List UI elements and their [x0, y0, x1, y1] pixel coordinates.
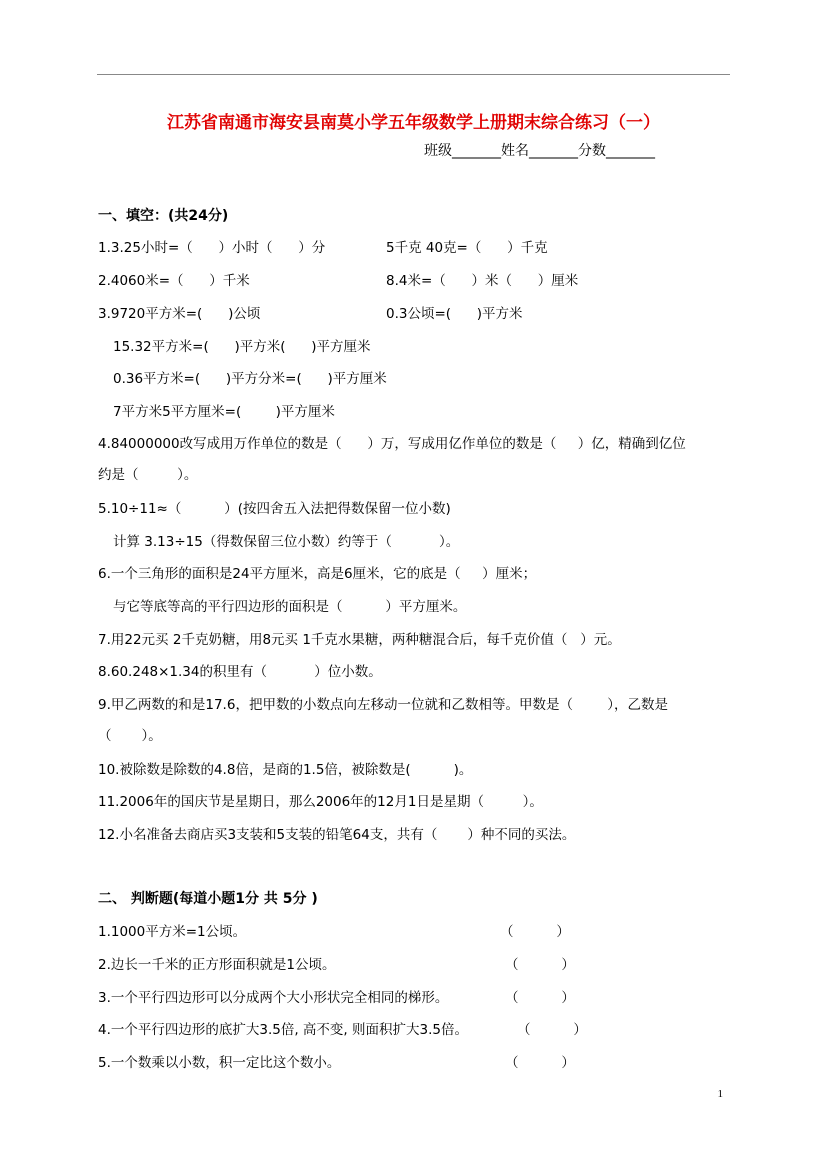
question-line: 0.3公顷=( )平方米: [386, 306, 523, 322]
header-rule: [97, 74, 730, 75]
section-2-title: 二、 判断题(每道小题1分 共 5分 ): [98, 891, 318, 907]
question-line: 8.4米=（ ）米（ ）厘米: [386, 273, 579, 289]
answer-blank: （ ）: [500, 924, 570, 940]
judgement-statement: 5.一个数乘以小数，积一定比这个数小。: [98, 1055, 341, 1071]
question-line: 3.9720平方米=( )公顷: [98, 306, 261, 322]
judgement-statement: 3.一个平行四边形可以分成两个大小形状完全相同的梯形。: [98, 990, 449, 1006]
answer-blank: （ ）: [505, 990, 575, 1006]
section-1-title: 一、填空：(共24分): [98, 208, 229, 224]
question-line: 15.32平方米=( )平方米( )平方厘米: [113, 339, 371, 355]
question-line: 8.60.248×1.34的积里有（ ）位小数。: [98, 664, 382, 680]
question-line: 4.84000000改写成用万作单位的数是（ ）万，写成用亿作单位的数是（ ）亿，精确到亿位: [98, 436, 686, 452]
answer-blank: （ ）: [517, 1022, 587, 1038]
question-line: 计算 3.13÷15（得数保留三位小数）约等于（ ）。: [113, 534, 460, 550]
question-line: 9.甲乙两数的和是17.6，把甲数的小数点向左移动一位就和乙数相等。甲数是（ ），乙数是: [98, 697, 669, 713]
question-line: 5.10÷11≈（ ）(按四舍五入法把得数保留一位小数): [98, 501, 451, 517]
question-line: 6.一个三角形的面积是24平方厘米，高是6厘米，它的底是（ ）厘米；: [98, 566, 537, 582]
question-line: 7.用22元买 2千克奶糖，用8元买 1千克水果糖，两种糖混合后，每千克价值（ ）元。: [98, 632, 621, 648]
judgement-statement: 2.边长一千米的正方形面积就是1公顷。: [98, 957, 336, 973]
question-line: 约是（ ）。: [98, 467, 198, 483]
page-number: 1: [717, 1088, 723, 1100]
question-line: 1.3.25小时=（ ）小时（ ）分: [98, 240, 326, 256]
question-line: 2.4060米=（ ）千米: [98, 273, 250, 289]
answer-blank: （ ）: [505, 1055, 575, 1071]
student-info-line: 班级_______姓名_______分数_______: [424, 143, 655, 159]
question-line: 10.被除数是除数的4.8倍，是商的1.5倍，被除数是( )。: [98, 762, 473, 778]
question-line: 12.小名准备去商店买3支装和5支装的铅笔64支，共有（ ）种不同的买法。: [98, 827, 576, 843]
question-line: 11.2006年的国庆节是星期日，那么2006年的12月1日是星期（ ）。: [98, 794, 543, 810]
document-title: 江苏省南通市海安县南莫小学五年级数学上册期末综合练习（一）: [167, 113, 660, 133]
question-line: 0.36平方米=( )平方分米=( )平方厘米: [113, 371, 387, 387]
answer-blank: （ ）: [505, 957, 575, 973]
judgement-statement: 1.1000平方米=1公顷。: [98, 924, 247, 940]
question-line: 5千克 40克=（ ）千克: [386, 240, 548, 256]
judgement-statement: 4.一个平行四边形的底扩大3.5倍, 高不变, 则面积扩大3.5倍。: [98, 1022, 468, 1038]
question-line: （ ）。: [98, 728, 162, 744]
question-line: 7平方米5平方厘米=( )平方厘米: [113, 404, 335, 420]
question-line: 与它等底等高的平行四边形的面积是（ ）平方厘米。: [113, 599, 467, 615]
